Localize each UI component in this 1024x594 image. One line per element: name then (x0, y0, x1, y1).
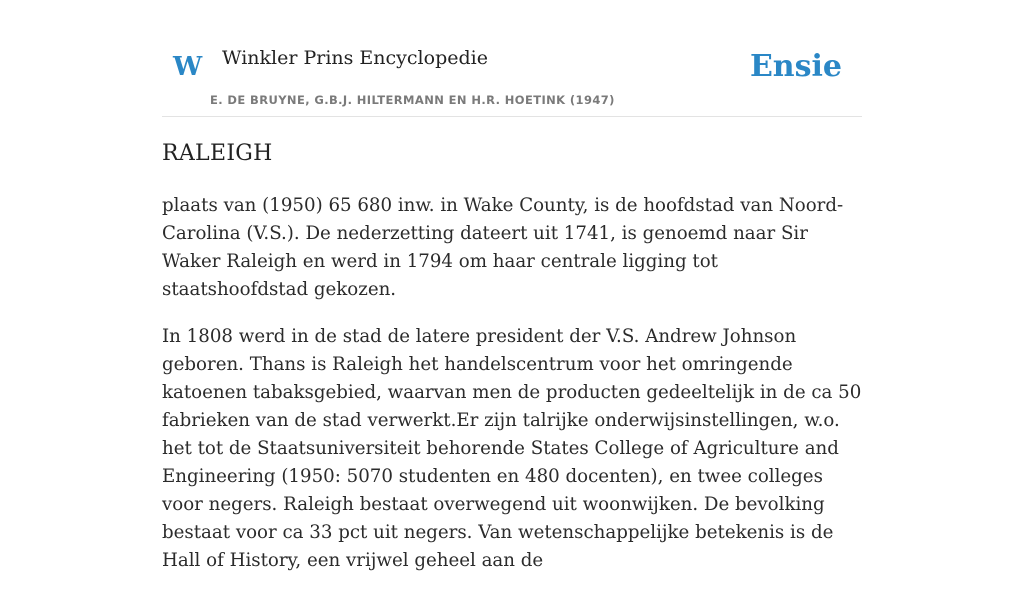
header (162, 40, 862, 117)
encyclopedia-title[interactable]: Winkler Prins Encyclopedie (222, 47, 488, 69)
article-headword: RALEIGH (162, 141, 273, 166)
encyclopedia-logo-icon[interactable]: W (173, 52, 203, 82)
article-body (162, 192, 862, 594)
article-paragraph-2: In 1808 werd in de stad de latere president der V.S. Andrew Johnson geboren. Thans is Raleigh het handelscentrum voor het omringende katoenen tabaksgebied, waarvan men de producten gedeeltelijk in de ca 50 fabrieken van de stad verwerkt.Er zijn talrijke onderwijsinstellingen, w.o. het tot de Staatsuniversiteit behorende States College of Agriculture and Engineering (1950: 5070 studenten en 480 docenten), en twee colleges voor negers. Raleigh bestaat overwegend uit woonwijken. De bevolking bestaat voor ca 33 pct uit negers. Van wetenschappelijke betekenis is de Hall of History, een vrijwel geheel aan de (162, 326, 862, 571)
ensie-logo[interactable]: Ensie (749, 49, 842, 84)
encyclopedia-authors: E. DE BRUYNE, G.B.J. HILTERMANN EN H.R. HOETINK (1947) (210, 93, 615, 107)
article-paragraph-1: plaats van (1950) 65 680 inw. in Wake County, is de hoofdstad van Noord-Carolina (V.S.). De nederzetting dateert uit 1741, is genoemd naar Sir Waker Raleigh en werd in 1794 om haar centrale ligging tot staatshoofdstad gekozen. (162, 195, 844, 300)
